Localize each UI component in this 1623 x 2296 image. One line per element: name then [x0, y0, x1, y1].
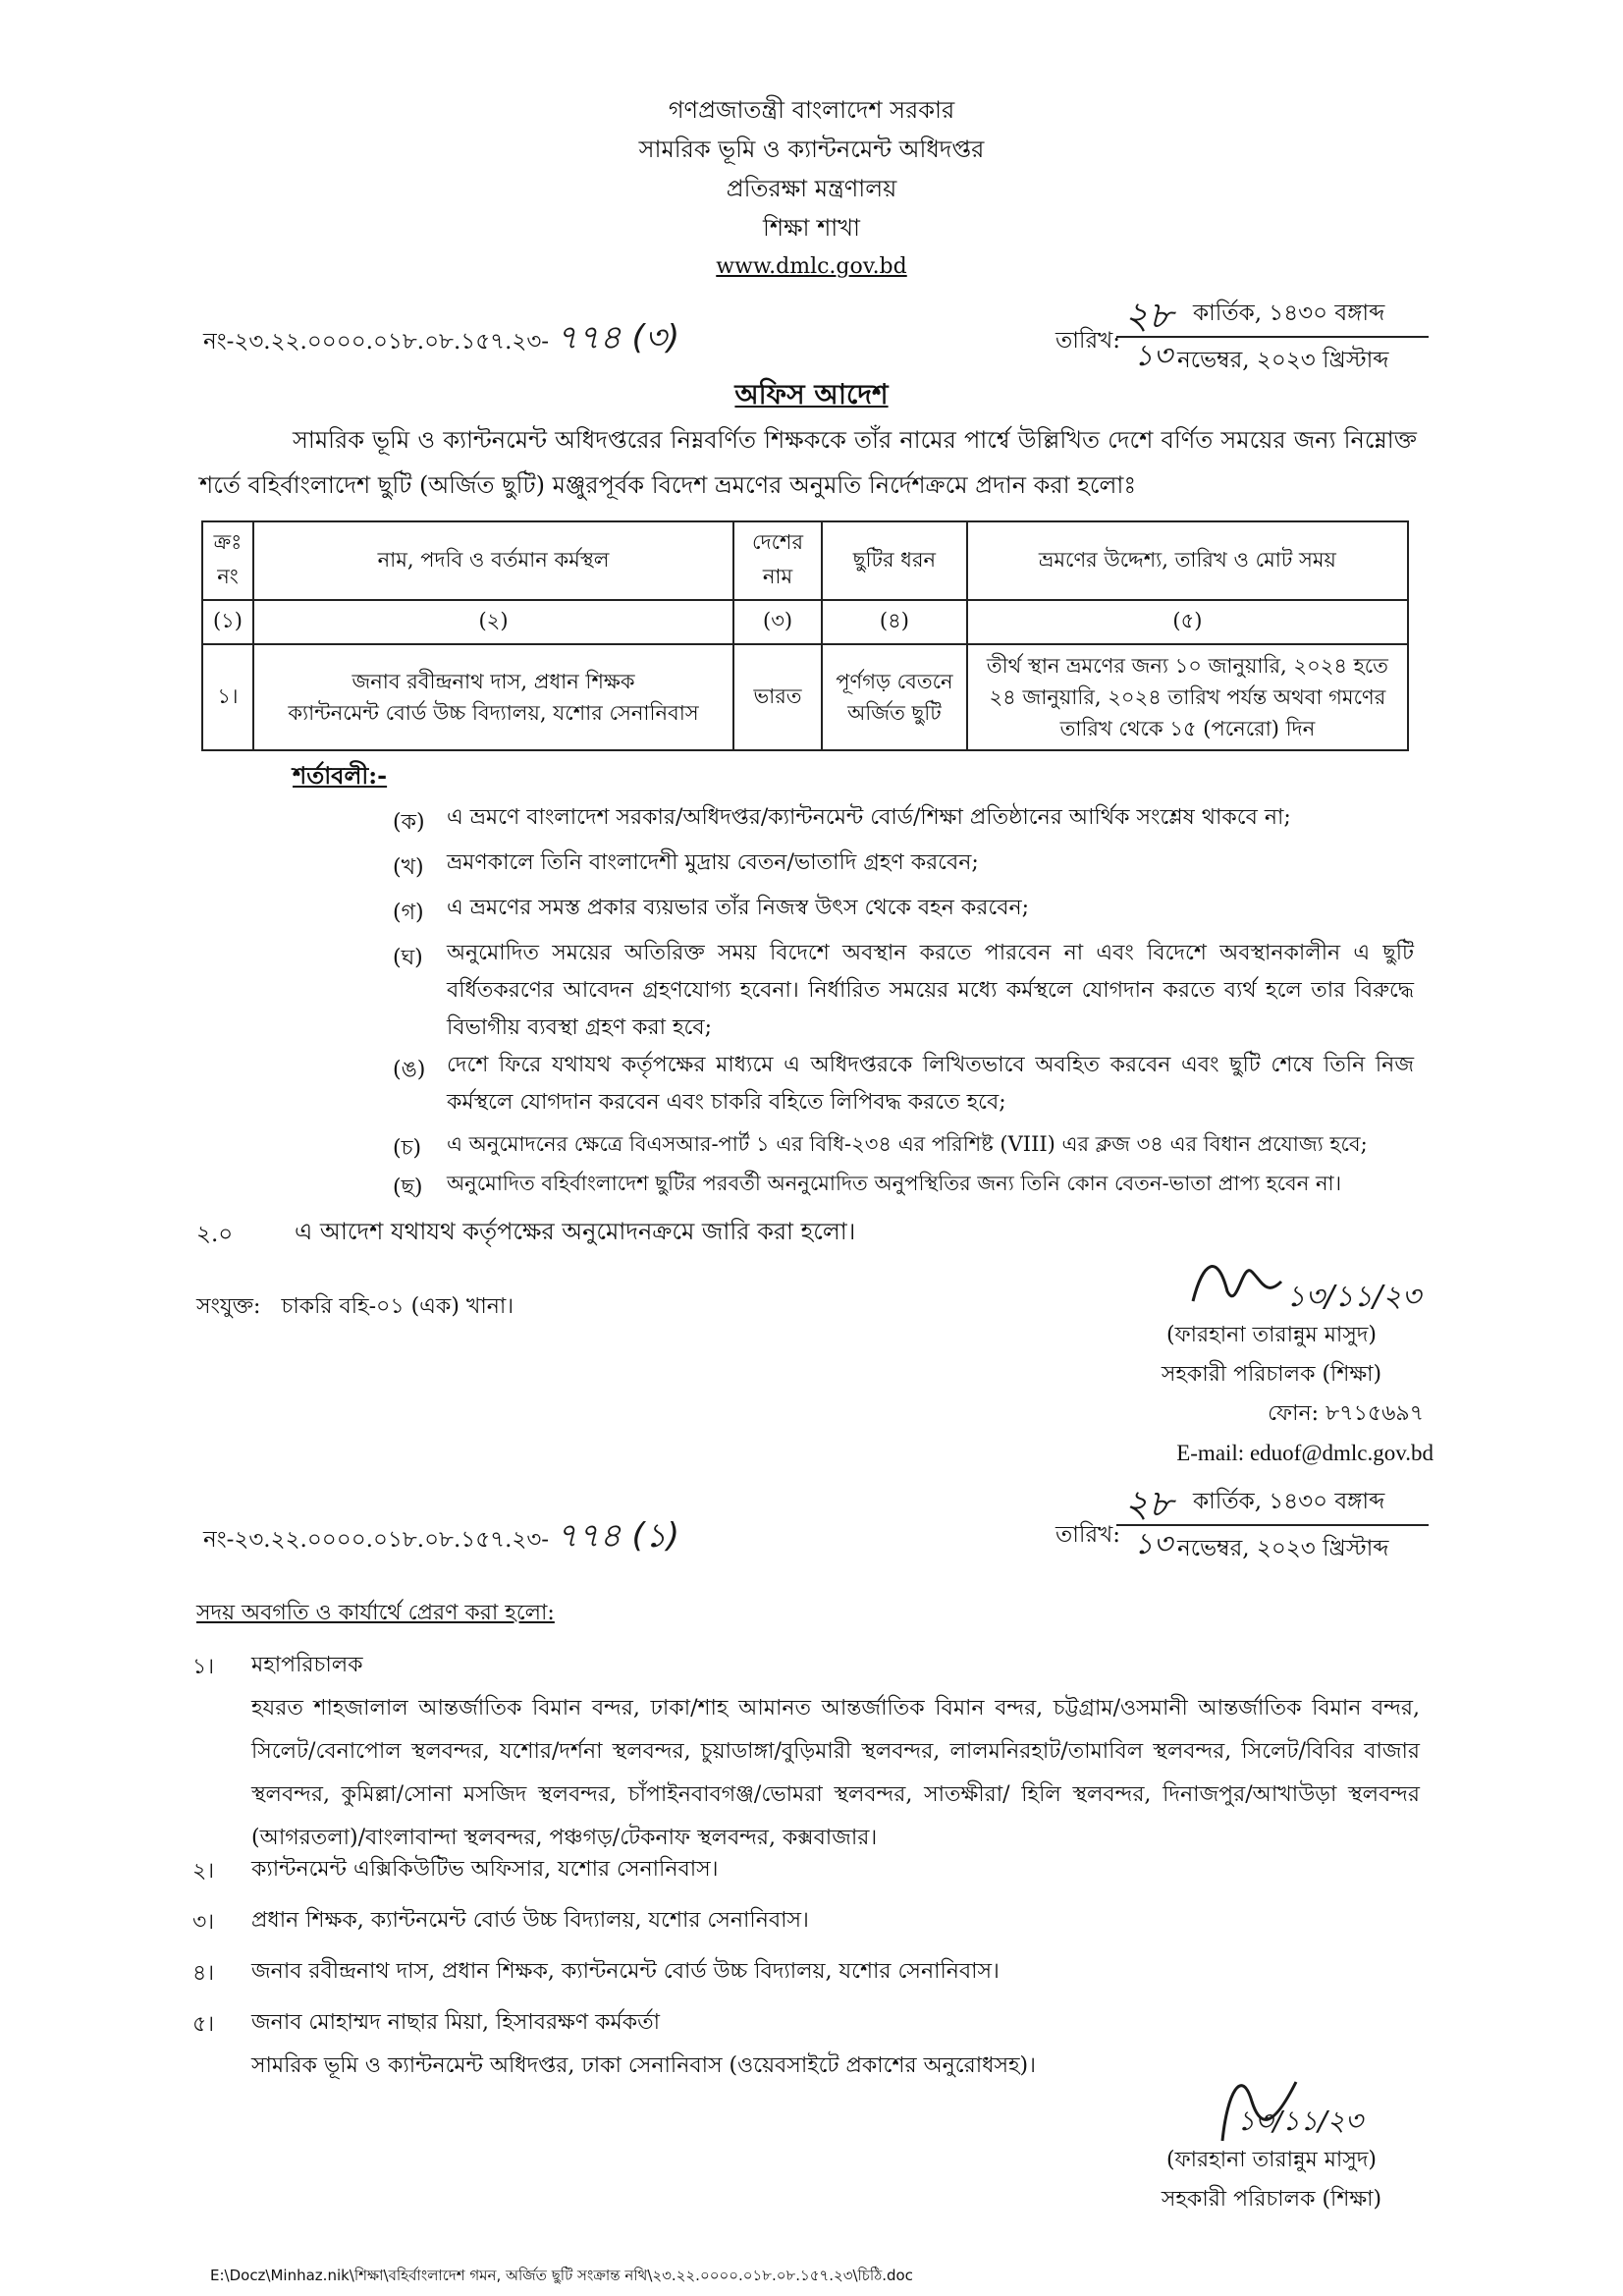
purpose-line: তীর্থ স্থান ভ্রমণের জন্য ১০ জানুয়ারি, ২০২৪ হতে	[986, 654, 1388, 678]
table-number-cell: (৩)	[733, 600, 822, 644]
signer-name: (ফারহানা তারান্নুম মাসুদ)	[1166, 1323, 1377, 1347]
memo2-date-bangla: কার্তিক, ১৪৩০ বঙ্গাব্দ	[1193, 1489, 1385, 1514]
condition-text: এ অনুমোদনের ক্ষেত্রে বিএসআর-পার্ট ১ এর বিধি-২৩৪ এর পরিশিষ্ট (VIII) এর ক্লজ ৩৪ এর বিধান প্রযোজ্য হবে;	[447, 1132, 1368, 1156]
table-number-cell: (২)	[253, 600, 733, 644]
memo1-date-hand-1: ২৮	[1124, 294, 1173, 337]
condition-key: (গ)	[393, 901, 424, 925]
distribution-number: ৫।	[192, 2012, 215, 2037]
para2-number: ২.০	[196, 1222, 234, 1247]
condition-key: (ছ)	[393, 1175, 423, 1200]
para2-text: এ আদেশ যথাযথ কর্তৃপক্ষের অনুমোদনক্রমে জারি করা হলো।	[295, 1218, 856, 1245]
table-numbering-row	[202, 600, 1408, 644]
memo1-ref-handwritten: ৭৭৪ (৩)	[556, 318, 680, 357]
condition-key: (ক)	[393, 810, 425, 835]
order-intro: সামরিক ভূমি ও ক্যান্টনমেন্ট অধিদপ্তরের নিম্নবর্ণিত শিক্ষককে তাঁর নামের পার্শ্বে উল্লিখিত দেশে বর্ণিত সময়ের জন্য নিম্নোক্ত শর্তে বহির্বাংলাদেশ ছুটি (অর্জিত ছুটি) মঞ্জুরপূর্বক বিদেশ ভ্রমণের অনুমতি নির্দেশক্রমে প্রদান করা হলোঃ	[199, 426, 1417, 499]
memo2-date-label: তারিখ:	[1055, 1522, 1121, 1548]
distribution-recipient: ক্যান্টনমেন্ট এক্সিকিউটিভ অফিসার, যশোর সেনানিবাস।	[251, 1857, 719, 1882]
memo1-date-english: নভেম্বর, ২০২৩ খ্রিস্টাব্দ	[1177, 348, 1389, 373]
memo2-date-hand-2: ১৩	[1134, 1527, 1172, 1561]
row-workplace: ক্যান্টনমেন্ট বোর্ড উচ্চ বিদ্যালয়, যশোর সেনানিবাস	[288, 701, 699, 725]
distribution-number: ৪।	[192, 1961, 215, 1986]
table-number-cell: (৪)	[822, 600, 967, 644]
memo2-ref	[203, 1510, 679, 1566]
memo1-date	[1055, 293, 1429, 377]
table-header-cell: ভ্রমণের উদ্দেশ্য, তারিখ ও মোট সময়	[967, 521, 1408, 600]
leave-type-line: পূর্ণগড় বেতনে	[836, 670, 953, 693]
row-leave-type	[822, 644, 967, 750]
distribution-recipient-detail: হযরত শাহজালাল আন্তর্জাতিক বিমান বন্দর, ঢাকা/শাহ আমানত আন্তর্জাতিক বিমান বন্দর, চট্টগ্রাম/ওসমানী আন্তর্জাতিক বিমান বন্দর, সিলেট/বেনাপোল স্থলবন্দর, যশোর/দর্শনা স্থলবন্দর, চুয়াডাঙ্গা/বুড়িমারী স্থলবন্দর, লালমনিরহাট/তামাবিল স্থলবন্দর, সিলেট/বিবির বাজার স্থলবন্দর, কুমিল্লা/সোনা মসজিদ স্থলবন্দর, চাঁপাইনবাবগঞ্জ/ভোমরা স্থলবন্দর, সাতক্ষীরা/ হিলি স্থলবন্দর, দিনাজপুর/আখাউড়া স্থলবন্দর (আগরতলা)/বাংলাবান্দা স্থলবন্দর, পঞ্চগড়/টেকনাফ স্থলবন্দর, কক্সবাজার।	[251, 1696, 1420, 1850]
leave-table	[201, 520, 1409, 751]
website-link[interactable]: www.dmlc.gov.bd	[716, 254, 907, 279]
govt-name: গণপ্রজাতন্ত্রী বাংলাদেশ সরকার	[668, 96, 955, 124]
distribution-recipient: জনাব রবীন্দ্রনাথ দাস, প্রধান শিক্ষক, ক্যান্টনমেন্ট বোর্ড উচ্চ বিদ্যালয়, যশোর সেনানিবাস।	[251, 1959, 1000, 1984]
ministry-name: প্রতিরক্ষা মন্ত্রণালয়	[726, 175, 897, 202]
signer-designation: সহকারী পরিচালক (শিক্ষা)	[1161, 1362, 1382, 1387]
signature-1-date: ১৩/১১/২৩	[1286, 1280, 1422, 1314]
row-serial: ১।	[202, 644, 253, 750]
distribution-number: ২।	[192, 1859, 215, 1884]
signature-1-block	[1109, 1316, 1434, 1473]
memo2-ref-number: নং-২৩.২২.০০০০.০১৮.০৮.১৫৭.২৩-	[203, 1527, 550, 1553]
attachment-text: চাকরি বহি-০১ (এক) খানা।	[281, 1294, 514, 1319]
signer-email: E-mail: eduof@dmlc.gov.bd	[1176, 1441, 1434, 1465]
condition-text: অনুমোদিত সময়ের অতিরিক্ত সময় বিদেশে অবস্থান করতে পারবেন না এবং বিদেশে অবস্থানকালীন এ ছুটি বর্ধিতকরণের আবেদন গ্রহণযোগ্য হবেনা। নির্ধারিত সময়ের মধ্যে কর্মস্থলে যোগদান করতে ব্যর্থ হলে তার বিরুদ্ধে বিভাগীয় ব্যবস্থা গ্রহণ করা হবে;	[447, 941, 1414, 1040]
signature-2-block	[1119, 2141, 1424, 2219]
table-row	[202, 644, 1408, 750]
table-header-cell: ক্রঃ নং	[202, 521, 253, 600]
distribution-recipient: মহাপরিচালক	[251, 1653, 363, 1677]
condition-key: (খ)	[393, 855, 424, 880]
attachment-label: সংযুক্ত:	[196, 1294, 261, 1319]
purpose-line: ২৪ জানুয়ারি, ২০২৪ তারিখ পর্যন্ত অথবা গমণের	[989, 685, 1386, 709]
memo2-date-english: নভেম্বর, ২০২৩ খ্রিস্টাব্দ	[1177, 1536, 1389, 1561]
order-title: অফিস আদেশ	[734, 378, 889, 410]
file-path: E:\Docz\Minhaz.nik\শিক্ষা\বহির্বাংলাদেশ গমন, অর্জিত ছুটি সংক্রান্ত নথি\২৩.২২.০০০০.০১৮.০৮.১৫৭.২৩\চিঠি.doc	[210, 2267, 913, 2284]
distribution-recipient-detail: সামরিক ভূমি ও ক্যান্টনমেন্ট অধিদপ্তর, ঢাকা সেনানিবাস (ওয়েবসাইটে প্রকাশের অনুরোধসহ)।	[251, 2053, 1036, 2078]
condition-key: (ঘ)	[393, 946, 423, 970]
letterhead	[0, 90, 1623, 287]
memo1-ref	[203, 312, 679, 368]
memo1-date-bangla: কার্তিক, ১৪৩০ বঙ্গাব্দ	[1193, 301, 1385, 326]
leave-type-line: অর্জিত ছুটি	[847, 701, 942, 725]
distribution-recipient: প্রধান শিক্ষক, ক্যান্টনমেন্ট বোর্ড উচ্চ বিদ্যালয়, যশোর সেনানিবাস।	[251, 1908, 809, 1933]
memo2-date-hand-1: ২৮	[1124, 1482, 1173, 1525]
signer-phone: ফোন: ৮৭১৫৬৯৭	[1268, 1401, 1424, 1426]
distribution-number: ১।	[192, 1655, 215, 1679]
table-number-cell: (৫)	[967, 600, 1408, 644]
row-name-cell	[253, 644, 733, 750]
condition-key: (ঙ)	[393, 1058, 426, 1082]
department-name: সামরিক ভূমি ও ক্যান্টনমেন্ট অধিদপ্তর	[638, 136, 985, 163]
memo1-date-hand-2: ১৩	[1134, 339, 1172, 373]
condition-text: অনুমোদিত বহির্বাংলাদেশ ছুটির পরবর্তী অননুমোদিত অনুপস্থিতির জন্য তিনি কোন বেতন-ভাতা প্রাপ্য হবেন না।	[447, 1172, 1342, 1195]
condition-text: এ ভ্রমণে বাংলাদেশ সরকার/অধিদপ্তর/ক্যান্টনমেন্ট বোর্ড/শিক্ষা প্রতিষ্ঠানের আর্থিক সংশ্লেষ থাকবে না;	[447, 805, 1291, 830]
memo2-ref-handwritten: ৭৭৪ (১)	[556, 1516, 680, 1556]
row-purpose	[967, 644, 1408, 750]
row-name: জনাব রবীন্দ্রনাথ দাস, প্রধান শিক্ষক	[352, 670, 635, 693]
table-number-cell: (১)	[202, 600, 253, 644]
table-header-row	[202, 521, 1408, 600]
condition-text: ভ্রমণকালে তিনি বাংলাদেশী মুদ্রায় বেতন/ভাতাদি গ্রহণ করবেন;	[447, 850, 979, 875]
section-name: শিক্ষা শাখা	[763, 214, 860, 242]
condition-key: (চ)	[393, 1136, 422, 1161]
distribution-item	[251, 1644, 1420, 1860]
memo2-date	[1055, 1481, 1429, 1565]
distribution-recipient: জনাব মোহাম্মদ নাছার মিয়া, হিসাবরক্ষণ কর্মকর্তা	[251, 2010, 661, 2035]
condition-text: দেশে ফিরে যথাযথ কর্তৃপক্ষের মাধ্যমে এ অধিদপ্তরকে লিখিতভাবে অবহিত করবেন এবং ছুটি শেষে তিনি নিজ কর্মস্থলে যোগদান করবেন এবং চাকরি বহিতে লিপিবদ্ধ করতে হবে;	[447, 1053, 1414, 1115]
memo1-date-label: তারিখ:	[1055, 328, 1121, 354]
signer-designation: সহকারী পরিচালক (শিক্ষা)	[1161, 2187, 1382, 2212]
memo1-ref-number: নং-২৩.২২.০০০০.০১৮.০৮.১৫৭.২৩-	[203, 329, 550, 355]
table-header-cell: নাম, পদবি ও বর্তমান কর্মস্থল	[253, 521, 733, 600]
conditions-title: শর্তাবলী:-	[293, 761, 388, 790]
attachment	[196, 1289, 514, 1326]
distribution-number: ৩।	[192, 1910, 215, 1935]
row-country: ভারত	[733, 644, 822, 750]
signature-2-date: ১৩/১১/২৩	[1237, 2105, 1363, 2137]
signer-name: (ফারহানা তারান্নুম মাসুদ)	[1166, 2148, 1377, 2172]
distribution-title: সদয় অবগতি ও কার্যার্থে প্রেরণ করা হলো:	[196, 1601, 555, 1625]
table-header-cell: ছুটির ধরন	[822, 521, 967, 600]
purpose-line: তারিখ থেকে ১৫ (পনেরো) দিন	[1059, 717, 1316, 740]
table-header-cell: দেশের নাম	[733, 521, 822, 600]
condition-text: এ ভ্রমণের সমস্ত প্রকার ব্যয়ভার তাঁর নিজস্ব উৎস থেকে বহন করবেন;	[447, 896, 1029, 920]
